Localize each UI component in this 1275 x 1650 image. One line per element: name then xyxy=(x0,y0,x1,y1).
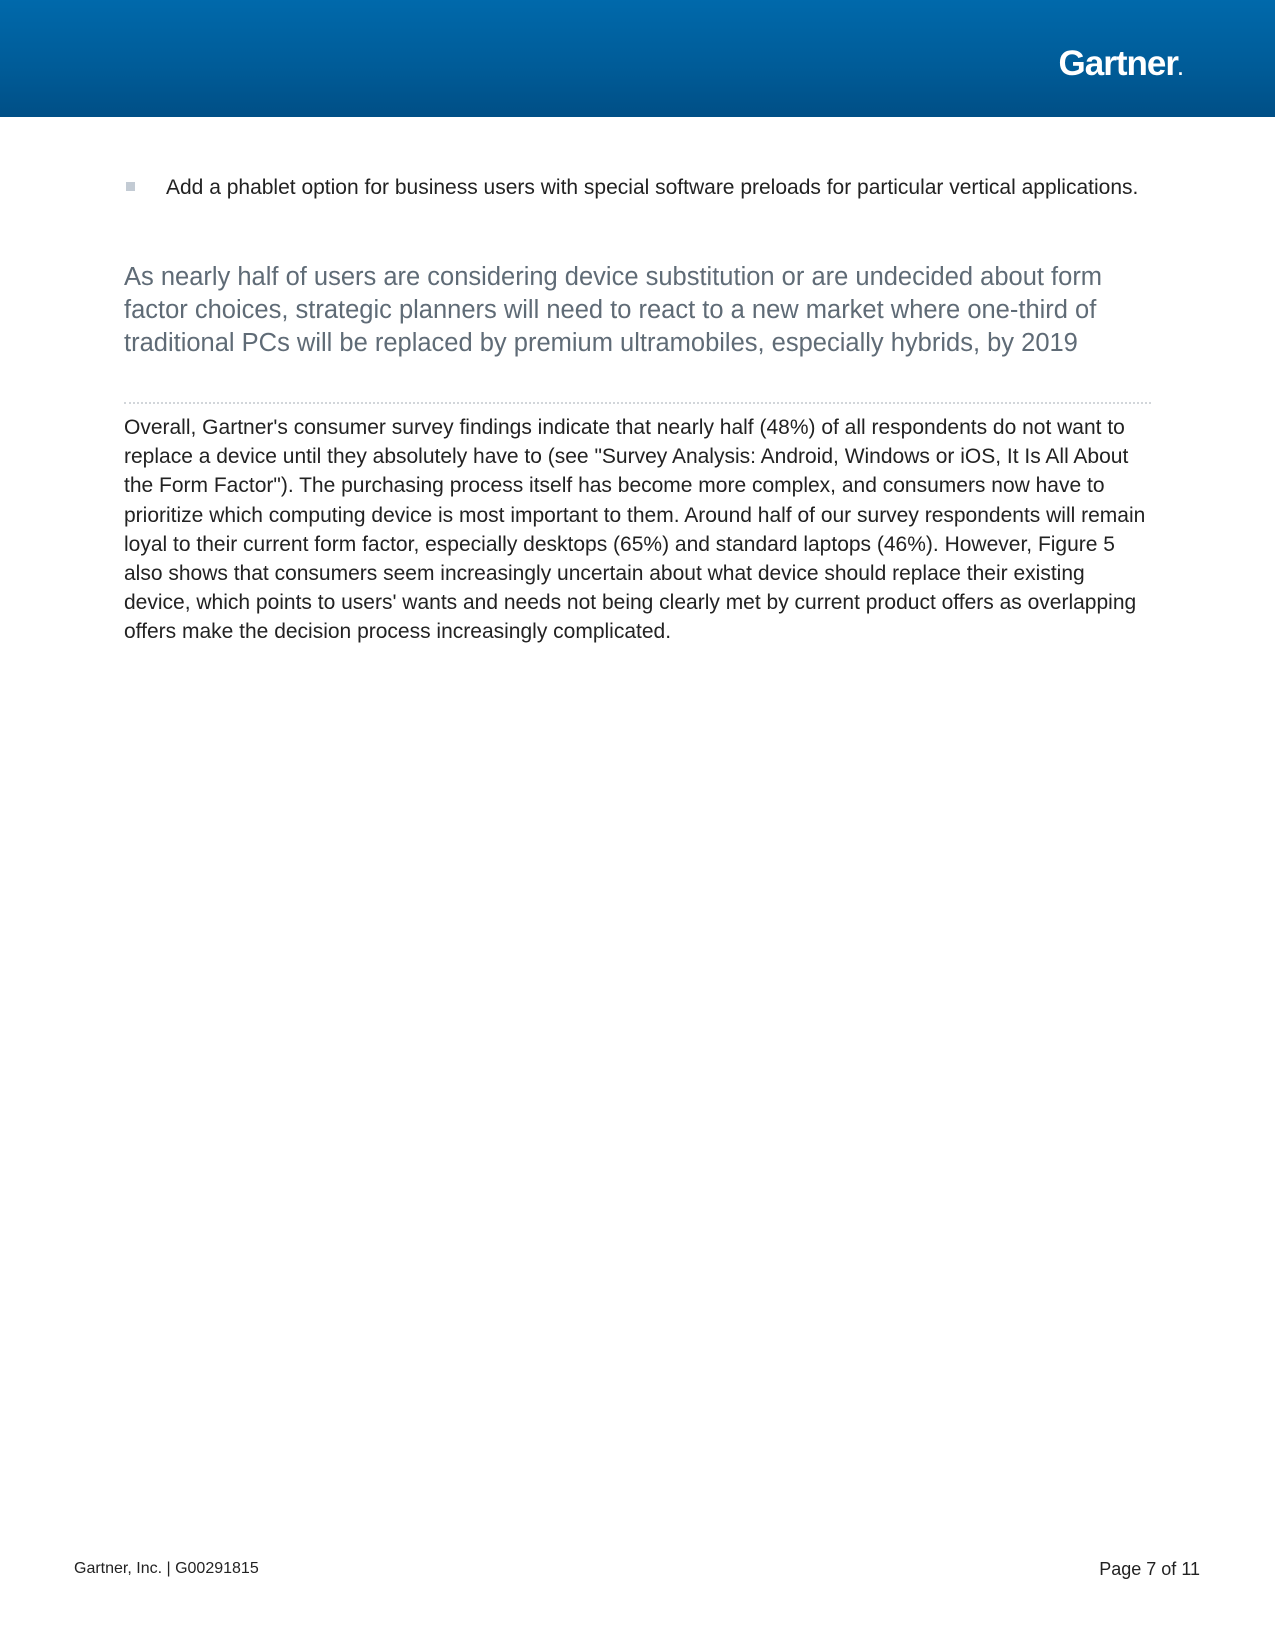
list-item xyxy=(124,173,1154,202)
footer-page-number: Page 7 of 11 xyxy=(1099,1559,1200,1579)
heading-divider xyxy=(124,402,1151,404)
gartner-logo xyxy=(1059,46,1183,81)
recommendation-list xyxy=(124,173,1154,202)
square-bullet-icon xyxy=(126,182,135,191)
logo-dot: . xyxy=(1177,59,1183,79)
logo-text: Gartner xyxy=(1058,44,1178,83)
footer-document-id: Gartner, Inc. | G00291815 xyxy=(74,1560,259,1577)
page-header-band xyxy=(0,0,1275,117)
section-heading: As nearly half of users are considering device substitution or are undecided about form factor choices, strategic planners will need to react to a new market where one-third of traditional PCs will be replaced by premium ultramobiles, especially hybrids, by 2019 xyxy=(124,263,1103,357)
body-paragraph: Overall, Gartner's consumer survey findings indicate that nearly half (48%) of all respondents do not want to replace a device until they absolutely have to (see "Survey Analysis: Android, Windows or iOS, It Is All About the Form Factor"). The purchasing process itself has become more complex, and consumers now have to prioritize which computing device is most important to them. Around half of our survey respondents will remain loyal to their current form factor, especially desktops (65%) and standard laptops (46%). However, Figure 5 also shows that consumers seem increasingly uncertain about what device should replace their existing device, which points to users' wants and needs not being clearly met by current product offers as overlapping offers make the decision process increasingly complicated. xyxy=(124,416,1146,644)
list-item-text: Add a phablet option for business users with special software preloads for particular vertical applications. xyxy=(166,176,1139,199)
